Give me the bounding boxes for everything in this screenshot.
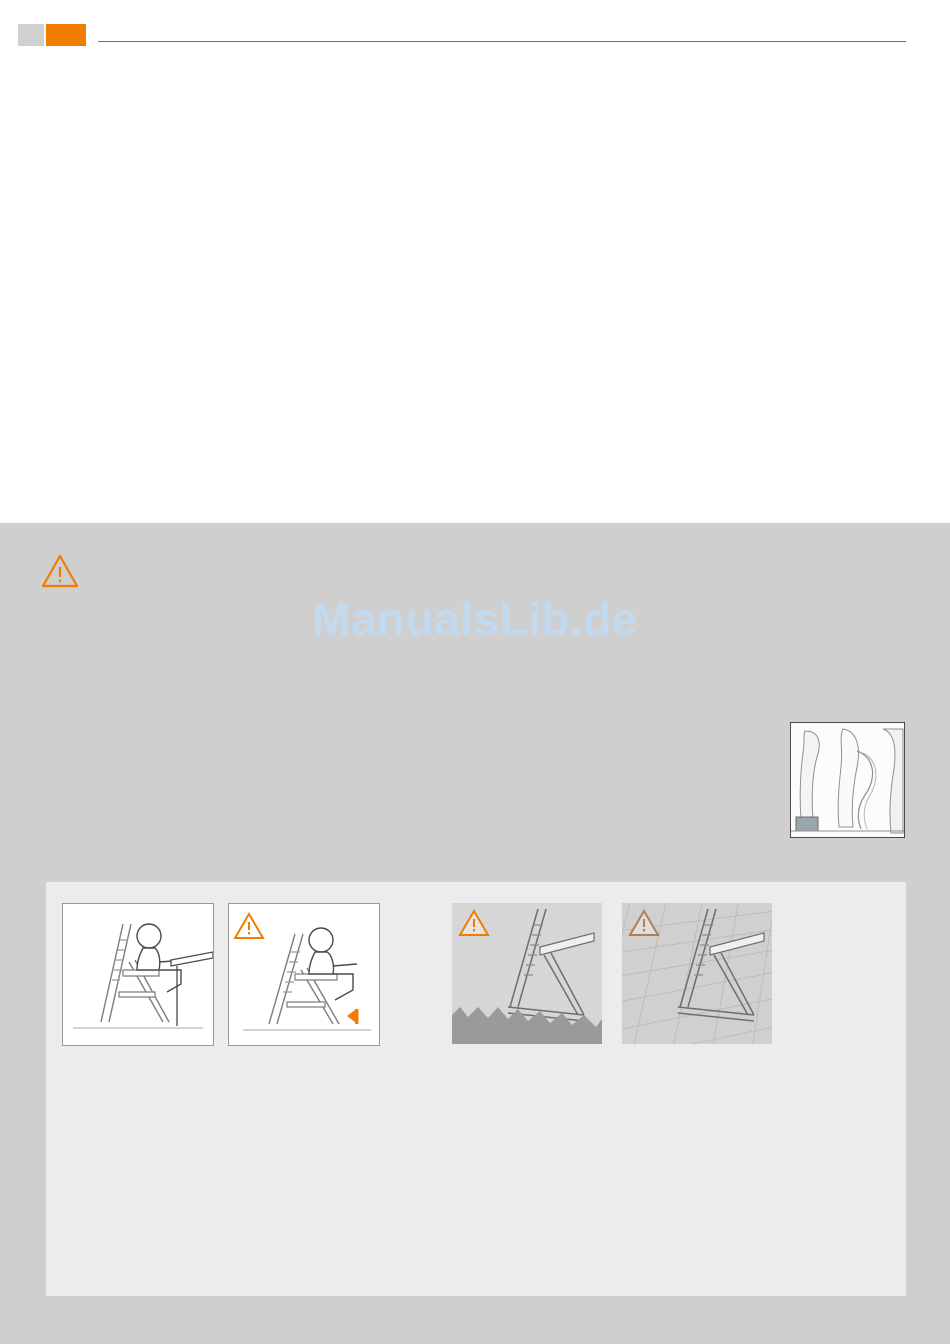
figure-chair-tiled-floor [622, 903, 772, 1044]
figure-child-seat-depth [228, 903, 380, 1046]
figure-child-at-table [62, 903, 214, 1046]
detail-image [790, 722, 905, 838]
watermark-text: ManualsLib.de [312, 593, 638, 645]
gray-marker [18, 24, 44, 46]
orange-marker [46, 24, 86, 46]
warning-triangle-icon [40, 553, 80, 589]
page-header [0, 0, 950, 52]
header-rule [98, 41, 906, 42]
figure-chair-soft-floor [452, 903, 602, 1044]
figures-panel [46, 882, 906, 1296]
